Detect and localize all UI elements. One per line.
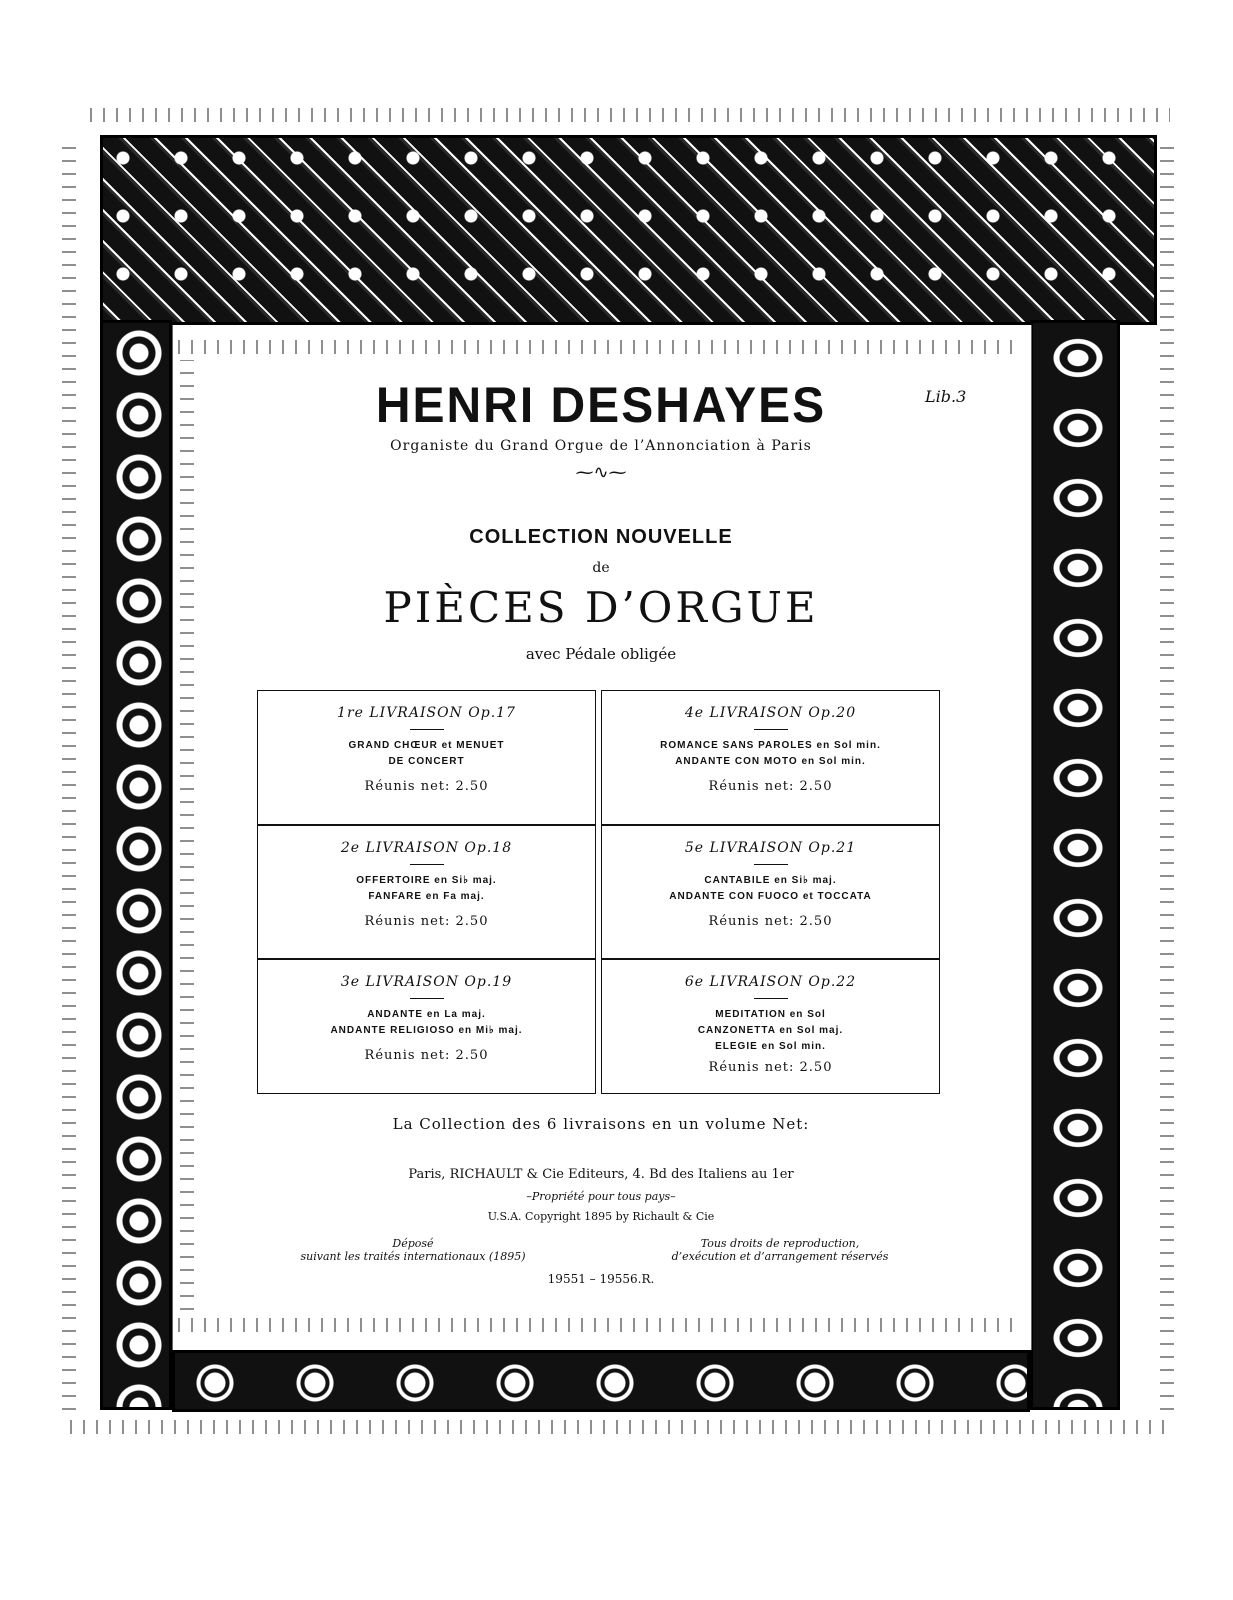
ruler-left xyxy=(62,140,76,1410)
short-rule xyxy=(410,864,444,865)
price: Réunis net: 2.50 xyxy=(708,913,833,929)
ruler-bottom xyxy=(70,1420,1170,1434)
livraison-cell xyxy=(257,690,596,825)
piece-title: ANDANTE RELIGIOSO en Mi♭ maj. xyxy=(330,1025,523,1037)
rights-line: d’exécution et d’arrangement réservés xyxy=(671,1250,889,1263)
plate-number: 19551 – 19556.R. xyxy=(547,1272,655,1286)
piece-title: CANZONETTA en Sol maj. xyxy=(697,1025,844,1037)
livraison-heading: 3e LIVRAISON Op.19 xyxy=(340,974,513,991)
price: Réunis net: 2.50 xyxy=(708,779,833,794)
piece-title: ANDANTE CON MOTO en Sol min. xyxy=(675,756,866,767)
piece-title: ANDANTE en La maj. xyxy=(367,1009,486,1021)
rights-notice xyxy=(640,1237,920,1263)
livraison-cell xyxy=(601,690,940,825)
piece-title: DE CONCERT xyxy=(388,756,465,767)
piece-title: FANFARE en Fa maj. xyxy=(368,890,485,902)
depose-line: suivant les traités internationaux (1895) xyxy=(300,1250,526,1263)
ruler-inner-top xyxy=(178,340,1018,354)
short-rule xyxy=(410,729,444,730)
livraison-cell xyxy=(257,959,596,1094)
livraison-cell xyxy=(601,959,940,1094)
livraison-heading: 1re LIVRAISON Op.17 xyxy=(337,705,516,721)
livraisons-table xyxy=(257,690,940,1094)
price: Réunis net: 2.50 xyxy=(364,913,489,929)
ruler-top xyxy=(90,108,1170,122)
piece-title: ROMANCE SANS PAROLES en Sol min. xyxy=(660,740,881,751)
short-rule xyxy=(410,998,444,999)
piece-title: GRAND CHŒUR et MENUET xyxy=(348,740,505,751)
depose-line: Déposé xyxy=(392,1237,434,1250)
livraison-cell xyxy=(257,825,596,960)
short-rule xyxy=(754,864,788,865)
livraison-heading: 6e LIVRAISON Op.22 xyxy=(684,974,857,991)
composer-subtitle: Organiste du Grand Orgue de l’Annonciation à Paris xyxy=(390,438,812,454)
piece-title: MEDITATION en Sol xyxy=(715,1009,826,1021)
livraison-heading: 4e LIVRAISON Op.20 xyxy=(684,705,857,721)
main-title: PIÈCES D’ORGUE xyxy=(383,583,819,632)
ornamental-border-top xyxy=(100,135,1157,325)
depose-notice xyxy=(278,1237,548,1263)
piece-title: ELEGIE en Sol min. xyxy=(715,1041,826,1053)
composer-name: HENRI DESHAYES xyxy=(375,377,827,434)
ornamental-border-bottom xyxy=(172,1350,1030,1412)
pedal-subtitle: avec Pédale obligée xyxy=(525,645,677,663)
flourish-divider: ⁓∿⁓ xyxy=(575,462,627,483)
rights-line: Tous droits de reproduction, xyxy=(700,1237,860,1250)
livraison-heading: 5e LIVRAISON Op.21 xyxy=(684,839,857,856)
ruler-inner-bottom xyxy=(178,1318,1018,1332)
livraison-cell xyxy=(601,825,940,960)
collection-price-line: La Collection des 6 livraisons en un volume Net: xyxy=(392,1115,810,1133)
library-mark: Lib.3 xyxy=(925,387,967,406)
piece-title: CANTABILE en Si♭ maj. xyxy=(704,874,837,886)
collection-heading: COLLECTION NOUVELLE xyxy=(469,526,733,548)
ruler-right xyxy=(1160,140,1174,1410)
ornamental-border-left xyxy=(100,320,172,1410)
ornamental-border-right xyxy=(1030,320,1120,1410)
price: Réunis net: 2.50 xyxy=(364,779,489,794)
livraison-heading: 2e LIVRAISON Op.18 xyxy=(340,839,513,856)
de-word: de xyxy=(592,560,610,576)
publisher-line: Paris, RICHAULT & Cie Editeurs, 4. Bd des Italiens au 1er xyxy=(408,1167,794,1182)
price: Réunis net: 2.50 xyxy=(708,1060,833,1076)
property-line: –Propriété pour tous pays– xyxy=(526,1190,676,1203)
short-rule xyxy=(754,729,788,730)
piece-title: ANDANTE CON FUOCO et TOCCATA xyxy=(669,890,872,902)
price: Réunis net: 2.50 xyxy=(364,1048,489,1064)
short-rule xyxy=(754,998,788,999)
piece-title: OFFERTOIRE en Si♭ maj. xyxy=(356,874,497,886)
copyright-line: U.S.A. Copyright 1895 by Richault & Cie xyxy=(487,1210,715,1223)
